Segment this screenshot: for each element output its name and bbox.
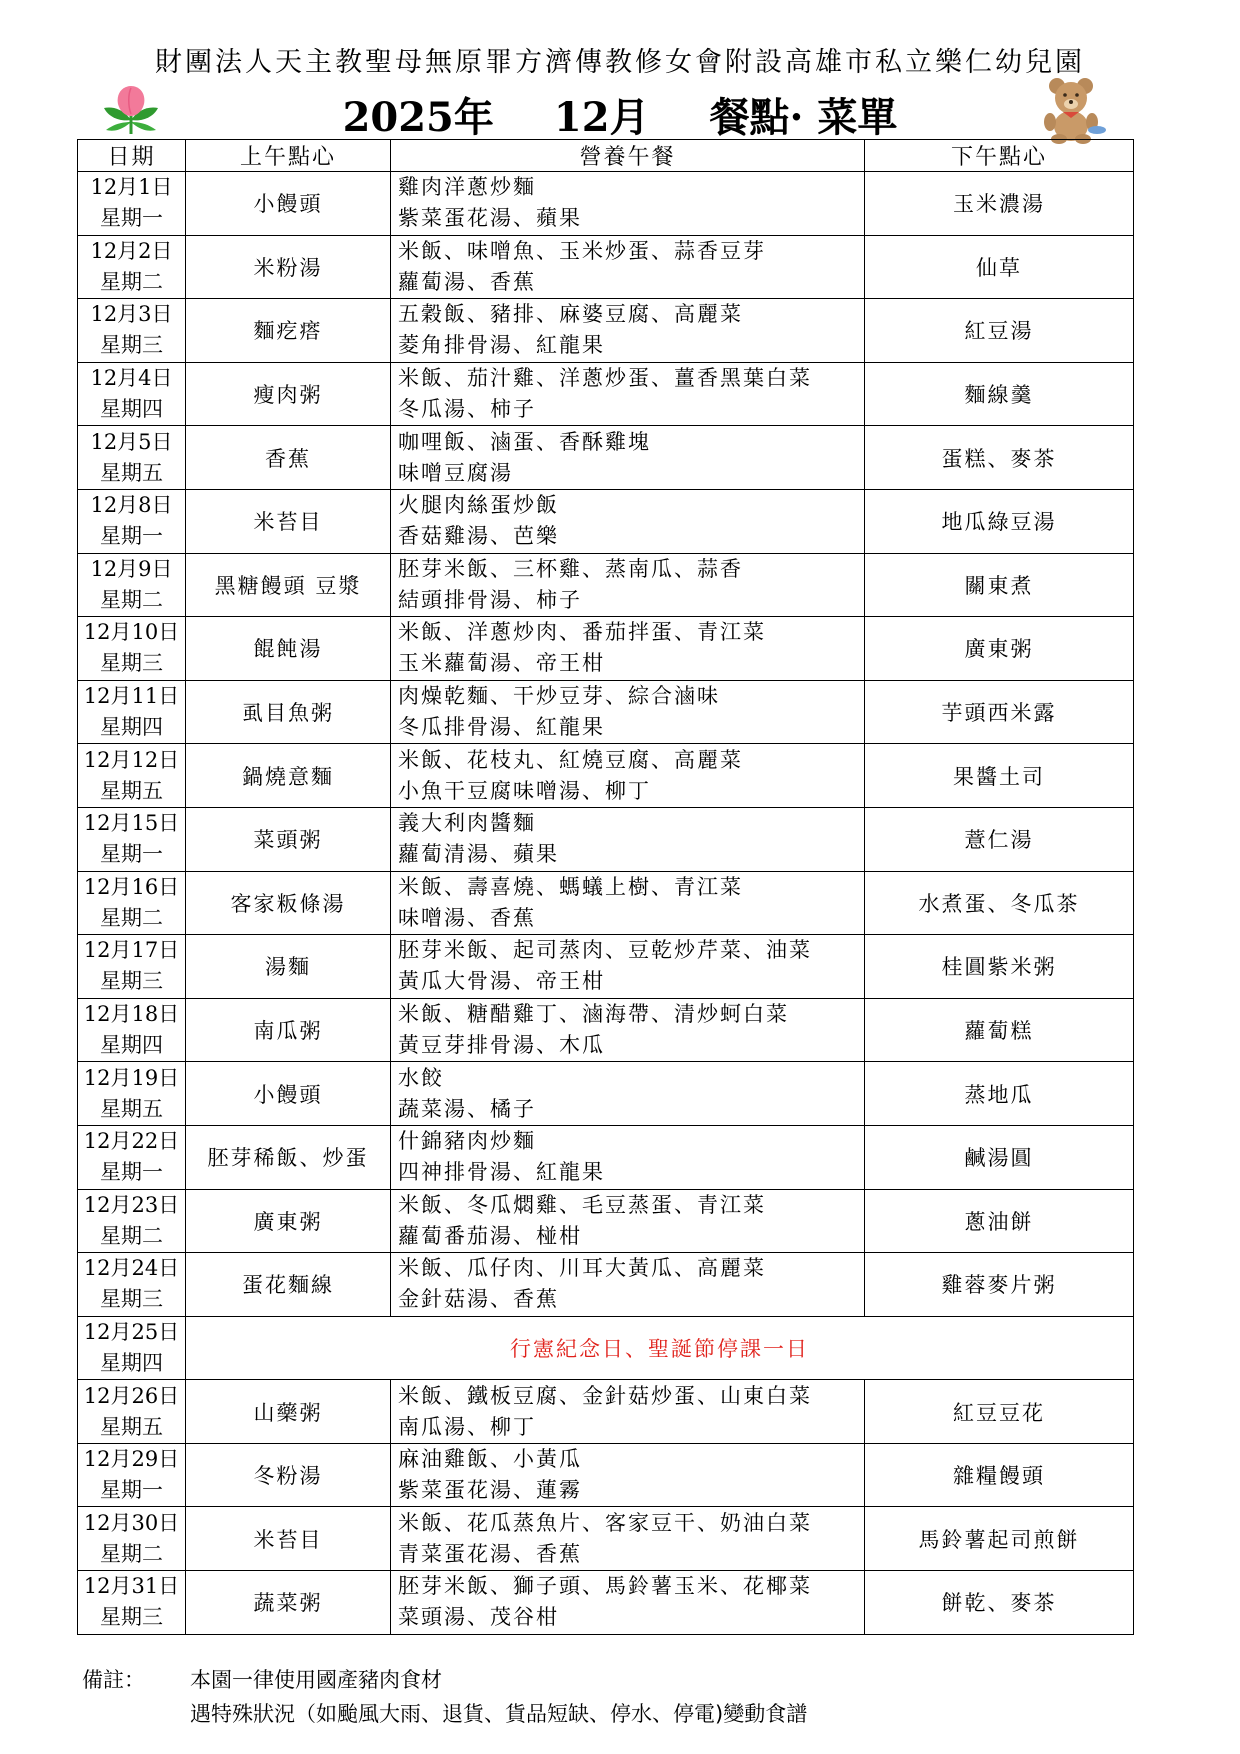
lunch-line-2: 菱角排骨湯、紅龍果 xyxy=(398,333,605,358)
morning-snack-cell: 米粉湯 xyxy=(186,235,391,299)
col-header-date: 日期 xyxy=(78,140,186,172)
table-row xyxy=(78,807,1134,871)
morning-snack-cell: 廣東粥 xyxy=(186,1189,391,1253)
date-cell xyxy=(78,1125,186,1189)
morning-snack-cell: 蔬菜粥 xyxy=(186,1571,391,1635)
notes-line-1: 本園一律使用國產豬肉食材 xyxy=(190,1668,442,1692)
weekday-text: 星期五 xyxy=(100,1096,163,1121)
lunch-line-1: 五穀飯、豬排、麻婆豆腐、高麗菜 xyxy=(398,302,743,327)
weekday-text: 星期三 xyxy=(100,651,163,676)
morning-snack-cell: 虱目魚粥 xyxy=(186,680,391,744)
date-cell xyxy=(78,489,186,553)
weekday-text: 星期二 xyxy=(100,587,163,612)
date-text: 12月31日 xyxy=(83,1574,180,1599)
date-cell xyxy=(78,1189,186,1253)
date-text: 12月15日 xyxy=(83,811,180,836)
date-text: 12月18日 xyxy=(83,1002,180,1027)
weekday-text: 星期四 xyxy=(100,1033,163,1058)
date-text: 12月5日 xyxy=(90,429,173,454)
lunch-line-1: 雞肉洋蔥炒麵 xyxy=(398,175,536,200)
lunch-line-2: 四神排骨湯、紅龍果 xyxy=(398,1160,605,1185)
table-row xyxy=(78,362,1134,426)
weekday-text: 星期二 xyxy=(100,1541,163,1566)
afternoon-snack-cell: 玉米濃湯 xyxy=(865,172,1134,236)
col-header-lunch: 營養午餐 xyxy=(391,140,865,172)
date-cell xyxy=(78,235,186,299)
table-row xyxy=(78,935,1134,999)
col-header-afternoon-snack: 下午點心 xyxy=(865,140,1134,172)
lunch-line-2: 紫菜蛋花湯、蘋果 xyxy=(398,206,582,231)
weekday-text: 星期三 xyxy=(100,1605,163,1630)
weekday-text: 星期一 xyxy=(100,842,163,867)
date-text: 12月23日 xyxy=(83,1192,180,1217)
lunch-line-2: 黃豆芽排骨湯、木瓜 xyxy=(398,1033,605,1058)
lunch-cell xyxy=(391,744,865,808)
table-row xyxy=(78,489,1134,553)
table-row xyxy=(78,1380,1134,1444)
morning-snack-cell: 菜頭粥 xyxy=(186,807,391,871)
afternoon-snack-cell: 雜糧饅頭 xyxy=(865,1443,1134,1507)
lunch-line-2: 青菜蛋花湯、香蕉 xyxy=(398,1541,582,1566)
afternoon-snack-cell: 紅豆湯 xyxy=(865,299,1134,363)
lunch-cell xyxy=(391,1507,865,1571)
date-text: 12月29日 xyxy=(83,1447,180,1472)
morning-snack-cell: 黑糖饅頭 豆漿 xyxy=(186,553,391,617)
afternoon-snack-cell: 桂圓紫米粥 xyxy=(865,935,1134,999)
date-cell xyxy=(78,1380,186,1444)
date-cell xyxy=(78,1316,186,1380)
date-text: 12月4日 xyxy=(90,366,173,391)
morning-snack-cell: 南瓜粥 xyxy=(186,998,391,1062)
menu-table-body xyxy=(78,172,1134,1635)
morning-snack-cell: 米苔目 xyxy=(186,1507,391,1571)
lunch-line-1: 米飯、花枝丸、紅燒豆腐、高麗菜 xyxy=(398,747,743,772)
date-text: 12月24日 xyxy=(83,1256,180,1281)
table-row xyxy=(78,1316,1134,1380)
date-cell xyxy=(78,1062,186,1126)
table-row xyxy=(78,744,1134,808)
notes xyxy=(82,1663,807,1731)
afternoon-snack-cell: 關東煮 xyxy=(865,553,1134,617)
weekday-text: 星期一 xyxy=(100,1478,163,1503)
holiday-notice: 行憲紀念日、聖誕節停課一日 xyxy=(186,1316,1134,1380)
afternoon-snack-cell: 蔥油餅 xyxy=(865,1189,1134,1253)
afternoon-snack-cell: 果醬土司 xyxy=(865,744,1134,808)
table-row xyxy=(78,680,1134,744)
lunch-line-2: 冬瓜湯、柿子 xyxy=(398,397,536,422)
morning-snack-cell: 山藥粥 xyxy=(186,1380,391,1444)
lunch-line-2: 蘿蔔清湯、蘋果 xyxy=(398,842,559,867)
weekday-text: 星期二 xyxy=(100,905,163,930)
lunch-line-1: 火腿肉絲蛋炒飯 xyxy=(398,493,559,518)
title-month: 12月 xyxy=(553,93,650,141)
organization-name: 財團法人天主教聖母無原罪方濟傳教修女會附設高雄市私立樂仁幼兒園 xyxy=(155,47,1085,78)
lunch-line-2: 菜頭湯、茂谷柑 xyxy=(398,1605,559,1630)
lunch-line-2: 蘿蔔番茄湯、椪柑 xyxy=(398,1223,582,1248)
notes-line-2: 遇特殊狀況（如颱風大雨、退貨、貨品短缺、停水、停電)變動食譜 xyxy=(190,1702,808,1726)
weekday-text: 星期二 xyxy=(100,269,163,294)
table-row xyxy=(78,1125,1134,1189)
lunch-cell xyxy=(391,1443,865,1507)
afternoon-snack-cell: 紅豆豆花 xyxy=(865,1380,1134,1444)
date-cell xyxy=(78,807,186,871)
date-text: 12月22日 xyxy=(83,1129,180,1154)
lunch-line-1: 米飯、洋蔥炒肉、番茄拌蛋、青江菜 xyxy=(398,620,766,645)
morning-snack-cell: 香蕉 xyxy=(186,426,391,490)
afternoon-snack-cell: 鹹湯圓 xyxy=(865,1125,1134,1189)
date-text: 12月3日 xyxy=(90,302,173,327)
date-text: 12月8日 xyxy=(90,493,173,518)
lunch-cell xyxy=(391,935,865,999)
afternoon-snack-cell: 麵線羹 xyxy=(865,362,1134,426)
lunch-cell xyxy=(391,426,865,490)
date-cell xyxy=(78,426,186,490)
table-row xyxy=(78,1507,1134,1571)
notes-label: 備註： xyxy=(82,1668,145,1692)
table-row xyxy=(78,1571,1134,1635)
afternoon-snack-cell: 餅乾、麥茶 xyxy=(865,1571,1134,1635)
lunch-line-2: 味噌湯、香蕉 xyxy=(398,905,536,930)
table-row xyxy=(78,172,1134,236)
lunch-cell xyxy=(391,1380,865,1444)
lunch-cell xyxy=(391,235,865,299)
table-row xyxy=(78,235,1134,299)
lunch-line-1: 米飯、花瓜蒸魚片、客家豆干、奶油白菜 xyxy=(398,1510,812,1535)
morning-snack-cell: 麵疙瘩 xyxy=(186,299,391,363)
morning-snack-cell: 湯麵 xyxy=(186,935,391,999)
lunch-line-1: 義大利肉醬麵 xyxy=(398,811,536,836)
morning-snack-cell: 米苔目 xyxy=(186,489,391,553)
lunch-line-2: 黃瓜大骨湯、帝王柑 xyxy=(398,969,605,994)
lunch-line-2: 冬瓜排骨湯、紅龍果 xyxy=(398,715,605,740)
lunch-cell xyxy=(391,1125,865,1189)
lunch-line-2: 小魚干豆腐味噌湯、柳丁 xyxy=(398,778,651,803)
date-cell xyxy=(78,1507,186,1571)
lunch-line-2: 金針菇湯、香蕉 xyxy=(398,1287,559,1312)
date-cell xyxy=(78,299,186,363)
weekday-text: 星期三 xyxy=(100,333,163,358)
date-text: 12月16日 xyxy=(83,874,180,899)
afternoon-snack-cell: 芋頭西米露 xyxy=(865,680,1134,744)
lunch-cell xyxy=(391,617,865,681)
lunch-cell xyxy=(391,489,865,553)
table-row xyxy=(78,1189,1134,1253)
lunch-line-1: 水餃 xyxy=(398,1065,444,1090)
afternoon-snack-cell: 仙草 xyxy=(865,235,1134,299)
date-cell xyxy=(78,1253,186,1317)
afternoon-snack-cell: 馬鈴薯起司煎餅 xyxy=(865,1507,1134,1571)
lunch-line-1: 米飯、壽喜燒、螞蟻上樹、青江菜 xyxy=(398,874,743,899)
date-cell xyxy=(78,617,186,681)
morning-snack-cell: 胚芽稀飯、炒蛋 xyxy=(186,1125,391,1189)
lunch-line-2: 蘿蔔湯、香蕉 xyxy=(398,269,536,294)
date-cell xyxy=(78,362,186,426)
morning-snack-cell: 冬粉湯 xyxy=(186,1443,391,1507)
lunch-line-2: 結頭排骨湯、柿子 xyxy=(398,587,582,612)
lunch-line-2: 味噌豆腐湯 xyxy=(398,460,513,485)
date-cell xyxy=(78,680,186,744)
lunch-line-1: 米飯、冬瓜燜雞、毛豆蒸蛋、青江菜 xyxy=(398,1192,766,1217)
afternoon-snack-cell: 蒸地瓜 xyxy=(865,1062,1134,1126)
date-text: 12月9日 xyxy=(90,556,173,581)
weekday-text: 星期四 xyxy=(100,397,163,422)
table-row xyxy=(78,1062,1134,1126)
date-cell xyxy=(78,553,186,617)
lunch-line-1: 米飯、茄汁雞、洋蔥炒蛋、薑香黑葉白菜 xyxy=(398,366,812,391)
date-text: 12月30日 xyxy=(83,1510,180,1535)
table-row xyxy=(78,426,1134,490)
date-text: 12月1日 xyxy=(90,175,173,200)
lunch-line-1: 肉燥乾麵、干炒豆芽、綜合滷味 xyxy=(398,684,720,709)
afternoon-snack-cell: 廣東粥 xyxy=(865,617,1134,681)
table-row xyxy=(78,1253,1134,1317)
lunch-line-2: 香菇雞湯、芭樂 xyxy=(398,524,559,549)
afternoon-snack-cell: 水煮蛋、冬瓜茶 xyxy=(865,871,1134,935)
table-row xyxy=(78,553,1134,617)
date-cell xyxy=(78,1571,186,1635)
lunch-cell xyxy=(391,553,865,617)
weekday-text: 星期二 xyxy=(100,1223,163,1248)
morning-snack-cell: 餛飩湯 xyxy=(186,617,391,681)
table-row xyxy=(78,1443,1134,1507)
lunch-cell xyxy=(391,680,865,744)
table-row xyxy=(78,871,1134,935)
date-text: 12月19日 xyxy=(83,1065,180,1090)
weekday-text: 星期四 xyxy=(100,1350,163,1375)
date-cell xyxy=(78,1443,186,1507)
afternoon-snack-cell: 地瓜綠豆湯 xyxy=(865,489,1134,553)
weekday-text: 星期一 xyxy=(100,524,163,549)
afternoon-snack-cell: 雞蓉麥片粥 xyxy=(865,1253,1134,1317)
table-header-row xyxy=(78,140,1134,172)
menu-table xyxy=(77,139,1134,1635)
title-text: 餐點· 菜單 xyxy=(709,93,898,141)
table-row xyxy=(78,998,1134,1062)
afternoon-snack-cell: 薏仁湯 xyxy=(865,807,1134,871)
lunch-cell xyxy=(391,1062,865,1126)
lunch-line-1: 胚芽米飯、獅子頭、馬鈴薯玉米、花椰菜 xyxy=(398,1574,812,1599)
lunch-cell xyxy=(391,807,865,871)
date-text: 12月12日 xyxy=(83,747,180,772)
weekday-text: 星期四 xyxy=(100,715,163,740)
table-row xyxy=(78,299,1134,363)
lunch-cell xyxy=(391,172,865,236)
date-text: 12月26日 xyxy=(83,1383,180,1408)
table-row xyxy=(78,617,1134,681)
date-text: 12月2日 xyxy=(90,238,173,263)
morning-snack-cell: 小饅頭 xyxy=(186,172,391,236)
date-cell xyxy=(78,935,186,999)
afternoon-snack-cell: 蘿蔔糕 xyxy=(865,998,1134,1062)
col-header-morning-snack: 上午點心 xyxy=(186,140,391,172)
date-text: 12月17日 xyxy=(83,938,180,963)
lunch-line-1: 米飯、瓜仔肉、川耳大黃瓜、高麗菜 xyxy=(398,1256,766,1281)
lunch-cell xyxy=(391,1253,865,1317)
lunch-line-1: 米飯、味噌魚、玉米炒蛋、蒜香豆芽 xyxy=(398,238,766,263)
weekday-text: 星期五 xyxy=(100,1414,163,1439)
lunch-line-1: 麻油雞飯、小黃瓜 xyxy=(398,1447,582,1472)
date-text: 12月25日 xyxy=(83,1319,180,1344)
weekday-text: 星期一 xyxy=(100,206,163,231)
weekday-text: 星期五 xyxy=(100,778,163,803)
lunch-cell xyxy=(391,871,865,935)
date-text: 12月11日 xyxy=(83,684,180,709)
lunch-cell xyxy=(391,299,865,363)
weekday-text: 星期一 xyxy=(100,1160,163,1185)
lunch-line-1: 咖哩飯、滷蛋、香酥雞塊 xyxy=(398,429,651,454)
date-cell xyxy=(78,998,186,1062)
teddy-bear-icon xyxy=(1035,74,1107,144)
weekday-text: 星期三 xyxy=(100,1287,163,1312)
weekday-text: 星期三 xyxy=(100,969,163,994)
lunch-cell xyxy=(391,998,865,1062)
morning-snack-cell: 小饅頭 xyxy=(186,1062,391,1126)
morning-snack-cell: 瘦肉粥 xyxy=(186,362,391,426)
date-cell xyxy=(78,871,186,935)
lunch-cell xyxy=(391,1189,865,1253)
lunch-line-1: 胚芽米飯、三杯雞、蒸南瓜、蒜香 xyxy=(398,556,743,581)
date-text: 12月10日 xyxy=(83,620,180,645)
morning-snack-cell: 蛋花麵線 xyxy=(186,1253,391,1317)
date-cell xyxy=(78,744,186,808)
lunch-line-2: 玉米蘿蔔湯、帝王柑 xyxy=(398,651,605,676)
lunch-line-2: 南瓜湯、柳丁 xyxy=(398,1414,536,1439)
morning-snack-cell: 客家粄條湯 xyxy=(186,871,391,935)
lunch-cell xyxy=(391,1571,865,1635)
title-year: 2025年 xyxy=(342,93,494,141)
afternoon-snack-cell: 蛋糕、麥茶 xyxy=(865,426,1134,490)
morning-snack-cell: 鍋燒意麵 xyxy=(186,744,391,808)
date-cell xyxy=(78,172,186,236)
lunch-line-1: 胚芽米飯、起司蒸肉、豆乾炒芹菜、油菜 xyxy=(398,938,812,963)
lunch-cell xyxy=(391,362,865,426)
lunch-line-1: 米飯、鐵板豆腐、金針菇炒蛋、山東白菜 xyxy=(398,1383,812,1408)
weekday-text: 星期五 xyxy=(100,460,163,485)
lunch-line-2: 蔬菜湯、橘子 xyxy=(398,1096,536,1121)
lunch-line-1: 米飯、糖醋雞丁、滷海帶、清炒蚵白菜 xyxy=(398,1002,789,1027)
lunch-line-2: 紫菜蛋花湯、蓮霧 xyxy=(398,1478,582,1503)
lunch-line-1: 什錦豬肉炒麵 xyxy=(398,1129,536,1154)
